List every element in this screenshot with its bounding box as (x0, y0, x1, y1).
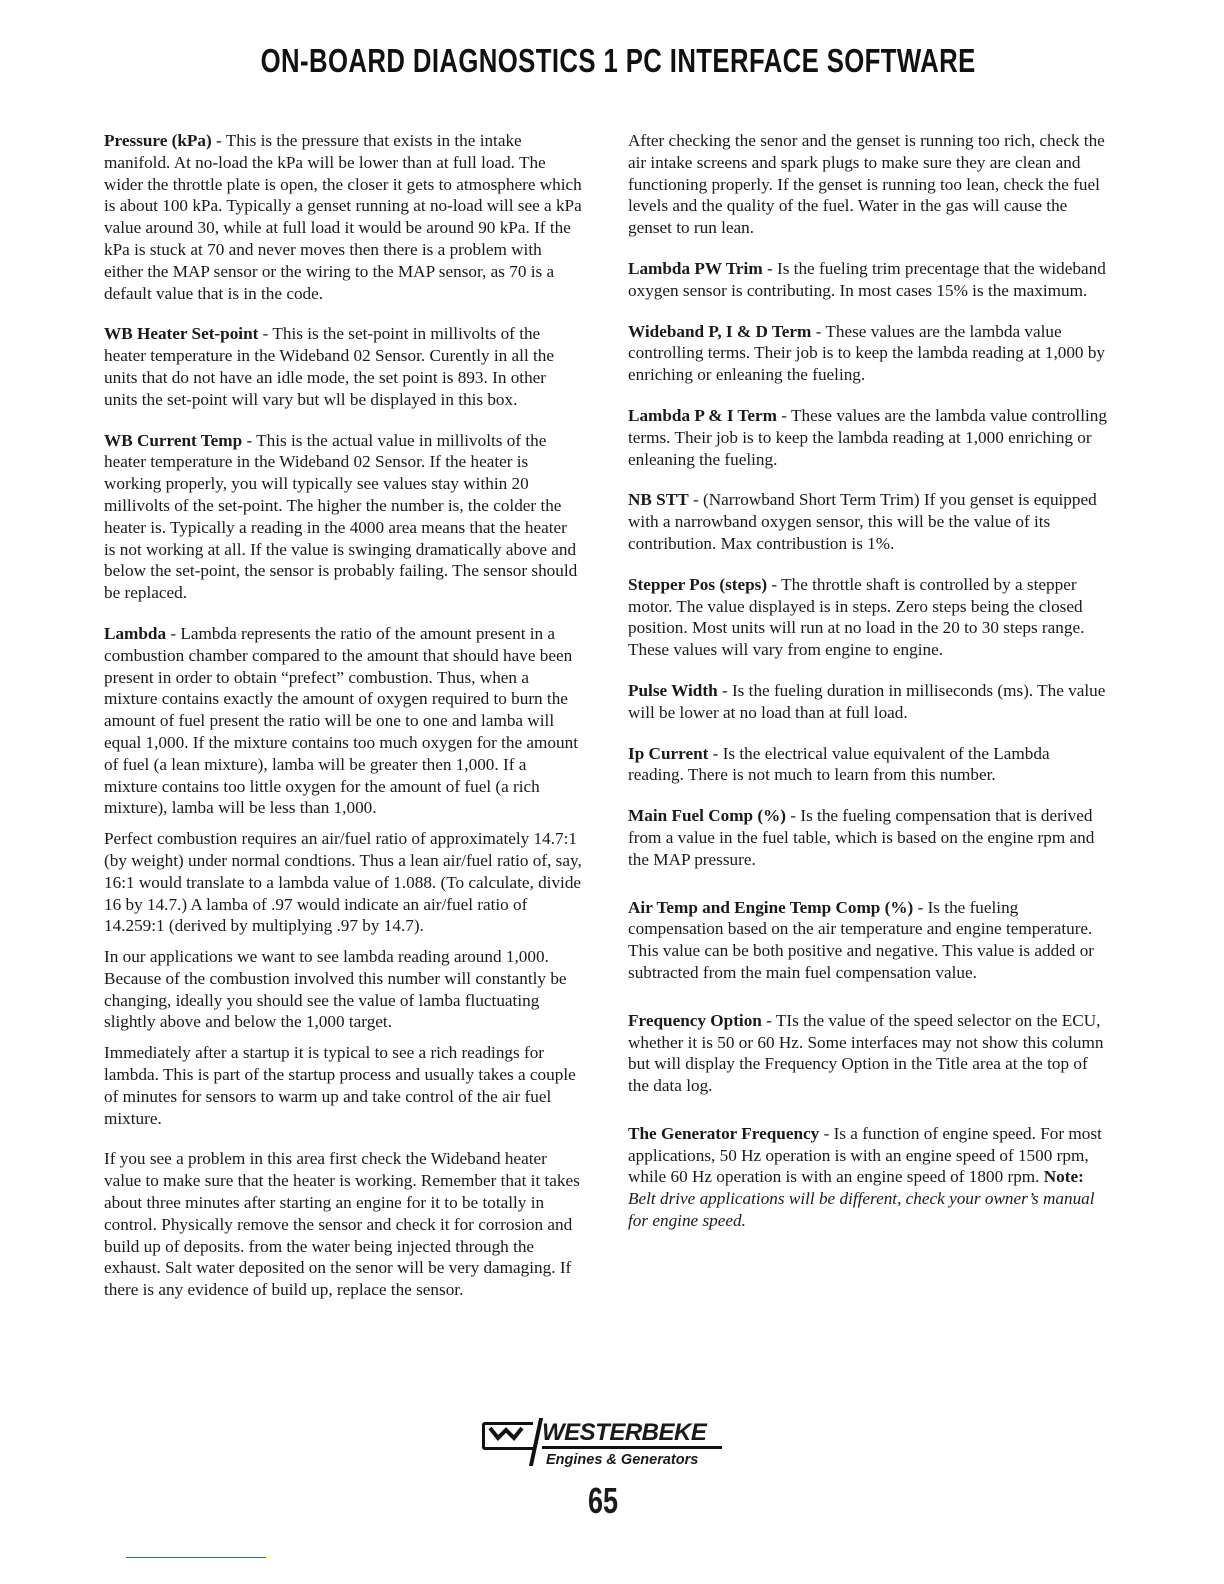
paragraph-frequency-option (628, 1010, 1108, 1097)
term-label: Lambda PW Trim (628, 258, 763, 278)
term-label: Air Temp and Engine Temp Comp (%) (628, 897, 914, 917)
logo-brand-name: WESTERBEKE (542, 1420, 722, 1449)
term-label: Ip Current (628, 743, 709, 763)
term-label: The Generator Frequency (628, 1123, 820, 1143)
paragraph-text: Immediately after a startup it is typical to see a rich readings for lambda. This is part of the startup process and usually takes a couple of minutes for sensors to warm up and take control of the air fuel mixture. (104, 1043, 576, 1128)
term-label: Pulse Width (628, 680, 718, 700)
paragraph-text: - (Narrowband Short Term Trim) If you genset is equipped with a narrowband oxygen sensor, this will be the value of its contribution. Max contribustion is 1%. (628, 490, 1097, 553)
page-number: 65 (588, 1480, 619, 1521)
paragraph-air-engine-temp-comp (628, 897, 1108, 984)
term-label: Lambda (104, 623, 167, 643)
paragraph-wb-heater-setpoint (104, 323, 582, 410)
paragraph-text: If you see a problem in this area first check the Wideband heater value to make sure that the heater is working. Remember that it takes about three minutes after starting an engine for it to be totally in control. Physically remove the sensor and check it for corrosion and build up of deposits. from the water being injected through the exhaust. Salt water deposited on the senor will be very damaging. If there is any evidence of build up, replace the sensor. (104, 1149, 580, 1300)
paragraph-stepper-pos (628, 574, 1108, 661)
paragraph-text: Perfect combustion requires an air/fuel ratio of approximately 14.7:1 (by weight) under normal condtions. Thus a lean air/fuel ratio of, say, 16:1 would translate to a lambda value of 1.088. (To calculate, divide 16 by 14.7.) A lamba of .97 would indicate an air/fuel ratio of 14.259:1 (derived by multiplying .97 by 14.7). (104, 829, 582, 936)
paragraph-wideband-pid (628, 321, 1108, 386)
paragraph-text: - Is a function of engine speed. For most applications, 50 Hz operation is with an engine speed of 1500 rpm, while 60 Hz operation is with an engine speed of 1800 rpm. (628, 1123, 1102, 1187)
paragraph-text: - Lambda represents the ratio of the amount present in a combustion chamber compared to the amount that should have been present in order to obtain “prefect” combustion. Thus, when a mixture contains exactly the amount of oxygen required to burn the amount of fuel present the ratio will be one to one and lamba will equal 1,000. If the mixture contains too much oxygen for the amount of fuel (a lean mixture), lamba will be greater then 1,000. If a mixture contains too little oxygen for the amount of fuel (a rich mixture), lamba will be less than 1,000. (104, 623, 578, 818)
term-label: Frequency Option (628, 1010, 762, 1030)
paragraph-troubleshooting (104, 1148, 582, 1301)
paragraph-text: - Is the fueling duration in milliseconds (ms). The value will be lower at no load than at full load. (628, 680, 1106, 722)
paragraph-text: - These values are the lambda value controlling terms. Their job is to keep the lambda reading at 1,000 by enriching or enleaning the fueling. (628, 321, 1106, 385)
term-label: Pressure (kPa) (104, 131, 212, 150)
paragraph-text: - Is the fueling compensation that is derived from a value in the fuel table, which is based on the engine rpm and the MAP pressure. (628, 806, 1095, 869)
paragraph-rich-lean-check (628, 130, 1108, 239)
paragraph-nb-stt (628, 489, 1108, 554)
logo-w-mark-icon (488, 1425, 528, 1441)
paragraph-perfect-combustion (104, 828, 582, 937)
note-text: Belt drive applications will be different, check your owner’s manual for engine speed. (628, 1189, 1095, 1231)
paragraph-ip-current (628, 743, 1108, 787)
paragraph-pulse-width (628, 680, 1108, 724)
term-label: WB Heater Set-point (104, 324, 259, 344)
paragraph-text: - This is the pressure that exists in the intake manifold. At no-load the kPa will be lower than at full load. The wider the throttle plate is open, the closer it gets to atmosphere which is about 100 kPa. Typically a genset running at no-load will see a kPa value around 30, while at full load it would be around 90 kPa. If the kPa is stuck at 70 and never moves then there is a problem with either the MAP sensor or the wiring to the MAP sensor, as 70 is a default value that is in the code. (104, 131, 582, 303)
paragraph-lambda (104, 623, 582, 819)
right-column (628, 130, 1108, 1251)
paragraph-text: - This is the set-point in millivolts of the heater temperature in the Wideband 02 Sensor. Curently in all the units that do not have an idle mode, the set point is 893. In other units the set-point will vary but wll be displayed in this box. (104, 324, 555, 409)
paragraph-text: - Is the fueling compensation based on the air temperature and engine temperature. This value can be both positive and negative. This value is added or subtracted from the main fuel compensation value. (628, 897, 1095, 982)
paragraph-text: - Is the fueling trim precentage that the wideband oxygen sensor is contributing. In most cases 15% is the maximum. (628, 258, 1106, 300)
paragraph-text: - TIs the value of the speed selector on the ECU, whether it is 50 or 60 Hz. Some interfaces may not show this column but will display the Frequency Option in the Title area at the top of the data log. (628, 1010, 1104, 1096)
paragraph-main-fuel-comp (628, 805, 1108, 870)
paragraph-text: In our applications we want to see lambda reading around 1,000. Because of the combustion involved this number will constantly be changing, ideally you should see the value of lamba fluctuating slightly above and below the 1,000 target. (104, 947, 567, 1032)
paragraph-lambda-target (104, 946, 582, 1033)
paragraph-text: After checking the senor and the genset is running too rich, check the air intake screens and spark plugs to make sure they are clean and functioning properly. If the genset is running too lean, check the fuel levels and the quality of the fuel. Water in the gas will cause the genset to run lean. (628, 131, 1105, 238)
note-label: Note: (1043, 1167, 1084, 1187)
logo-subtitle: Engines & Generators (546, 1452, 699, 1468)
paragraph-pressure (104, 130, 582, 304)
term-label: Main Fuel Comp (%) (628, 806, 787, 826)
term-label: Stepper Pos (steps) (628, 574, 768, 594)
paragraph-text: - The throttle shaft is controlled by a stepper motor. The value displayed is in steps. Zero steps being the closed position. Most units will run at no load in the 20 to 30 steps range. These values will vary from engine to engine. (628, 574, 1085, 660)
paragraph-startup (104, 1042, 582, 1129)
footer-rule (126, 1557, 266, 1558)
paragraph-text: - Is the electrical value equivalent of the Lambda reading. There is not much to learn from this number. (628, 743, 1050, 785)
paragraph-text: - These values are the lambda value controlling terms. Their job is to keep the lambda reading at 1,000 enriching or enleaning the fueling. (628, 405, 1107, 469)
paragraph-text: - This is the actual value in millivolts of the heater temperature in the Wideband 02 Sensor. If the heater is working properly, you will typically see values stay within 20 millivolts of the set-point. The higher the number is, the colder the heater is. Typically a reading in the 4000 area means that the heater is not working at all. If the value is swinging dramatically above and below the set-point, the sensor is probably failing. The sensor should be replaced. (104, 430, 578, 603)
left-column (104, 130, 582, 1320)
term-label: WB Current Temp (104, 430, 243, 450)
term-label: Wideband P, I & D Term (628, 321, 812, 341)
term-label: Lambda P & I Term (628, 405, 777, 425)
paragraph-generator-frequency (628, 1123, 1108, 1232)
paragraph-wb-current-temp (104, 430, 582, 604)
paragraph-lambda-pw-trim (628, 258, 1108, 302)
westerbeke-logo (482, 1418, 742, 1474)
paragraph-lambda-pi (628, 405, 1108, 470)
term-label: NB STT (628, 490, 689, 510)
page-title: ON-BOARD DIAGNOSTICS 1 PC INTERFACE SOFTWARE (260, 42, 976, 79)
